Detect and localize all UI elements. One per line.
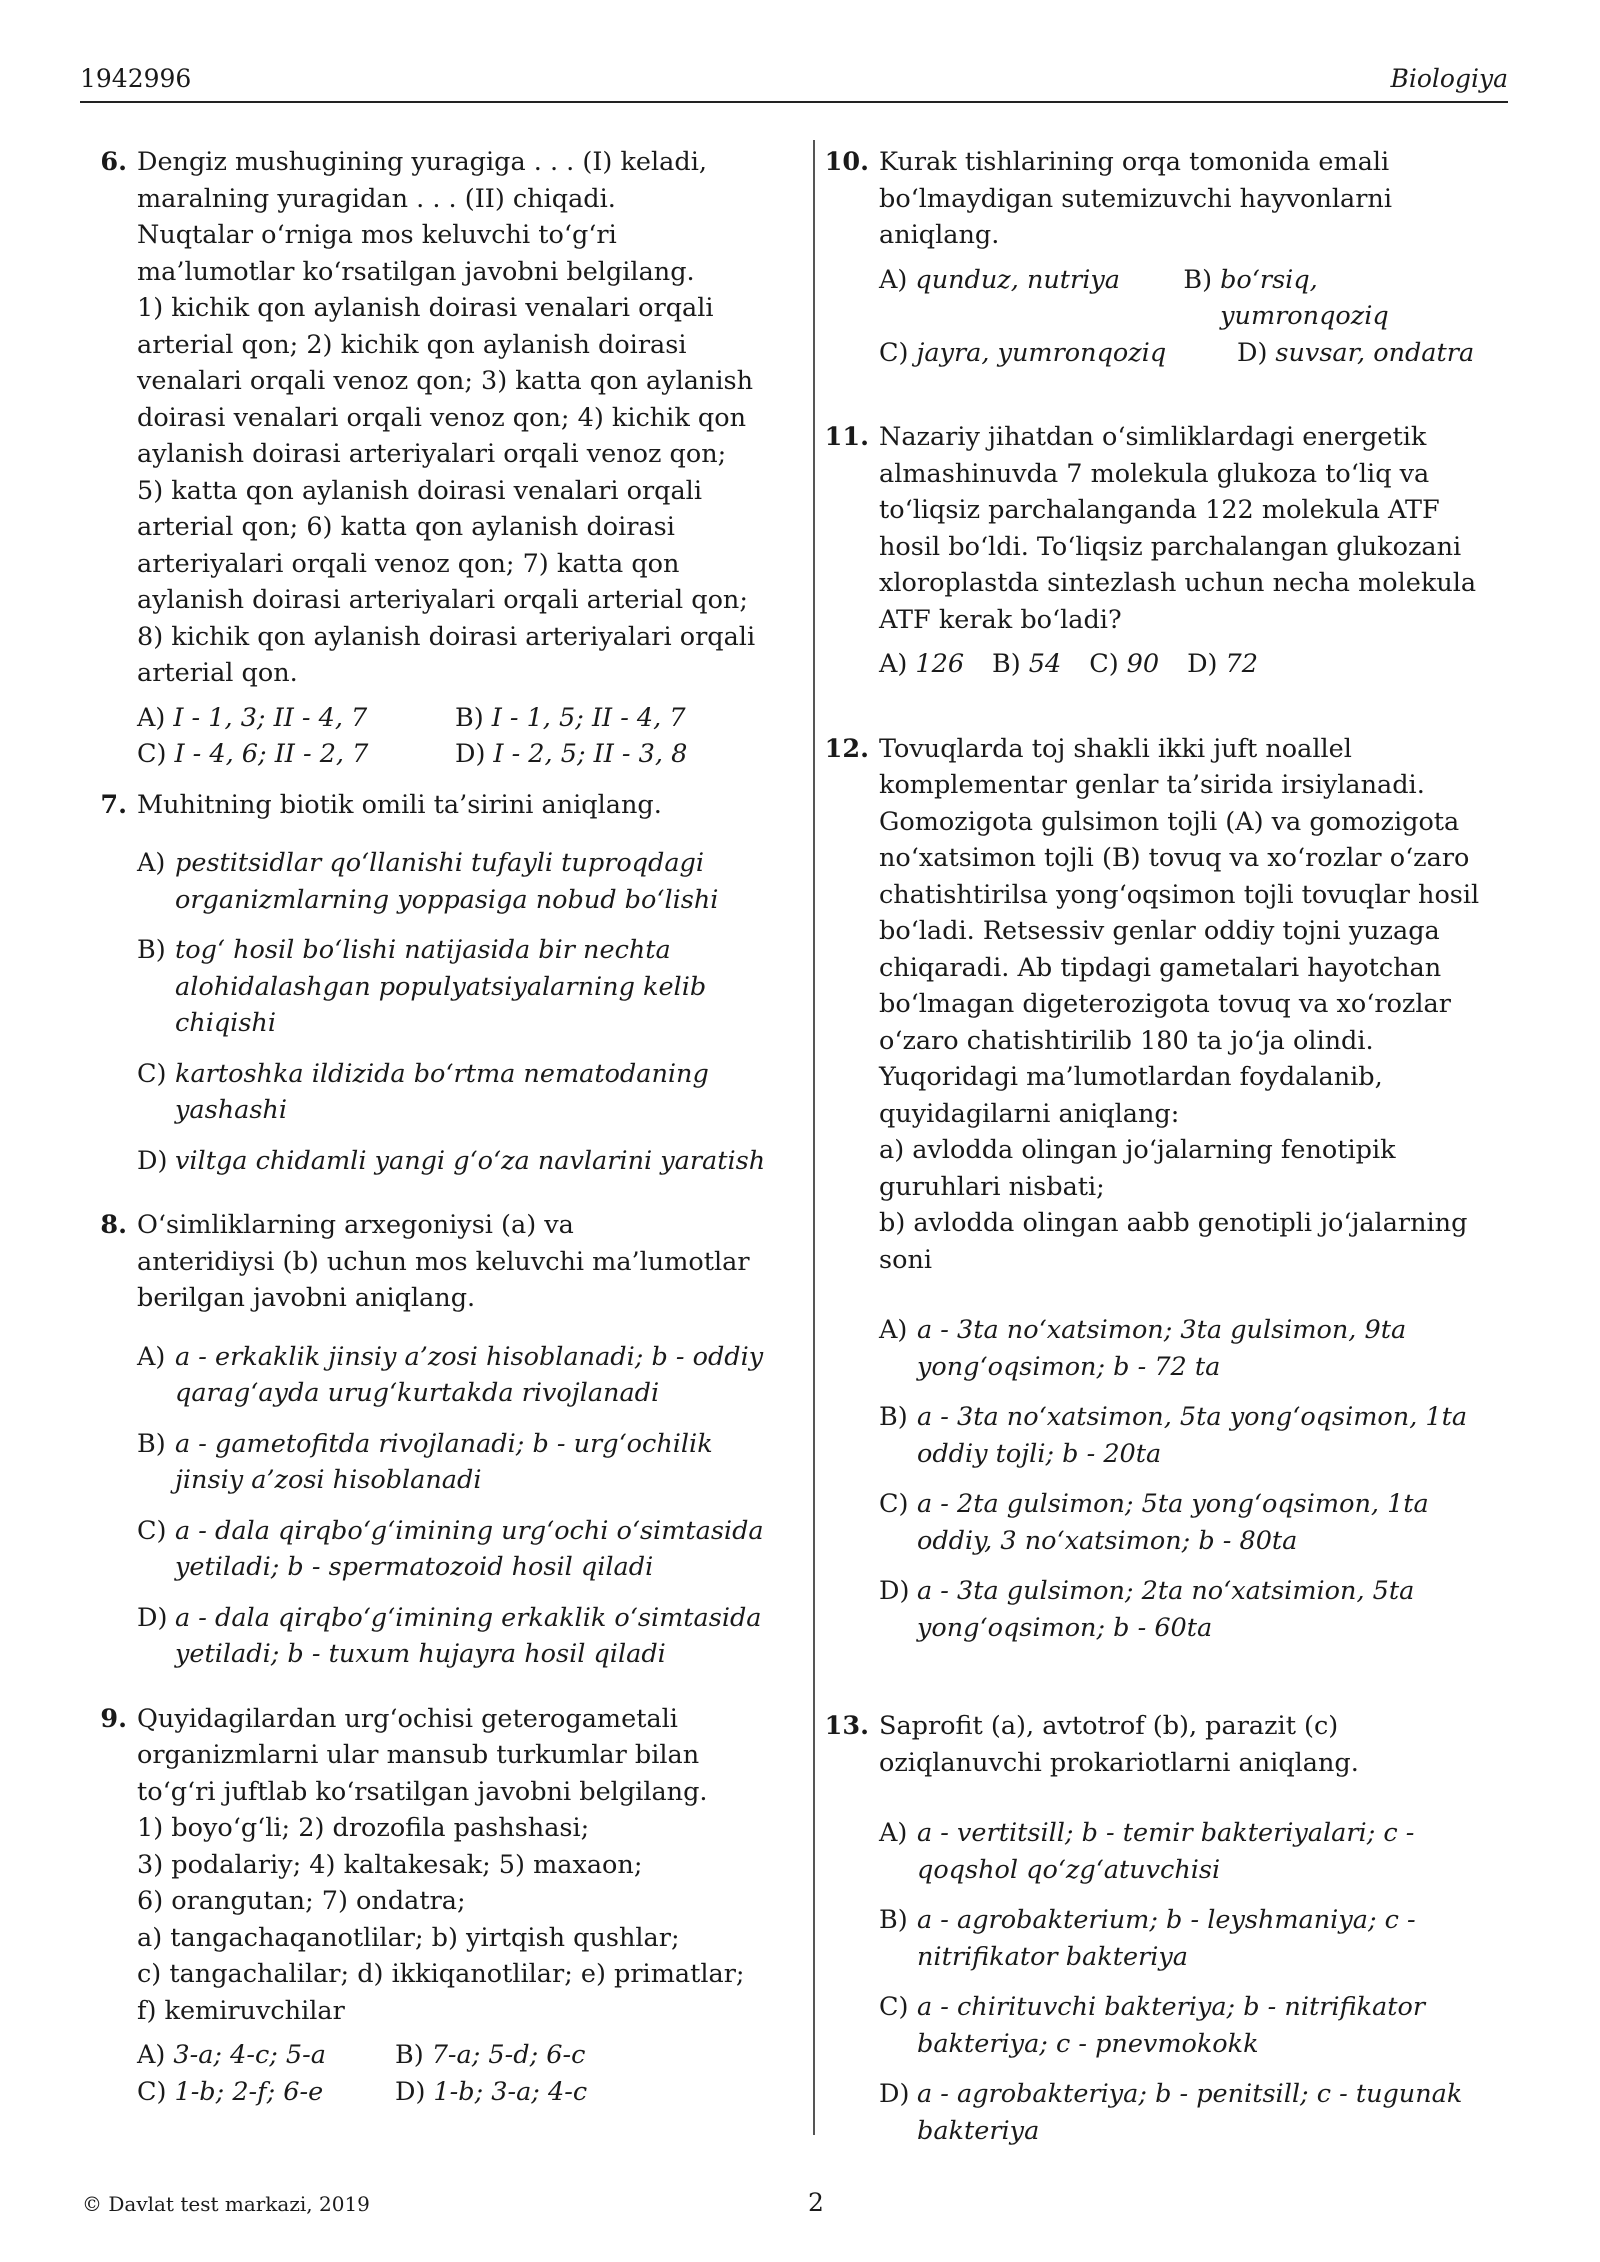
left-column: [80, 144, 780, 2124]
option-a[interactable]: [137, 2037, 367, 2074]
question-number: 9.: [100, 1703, 127, 1734]
option-letter: D): [879, 2079, 910, 2109]
option-text: a - vertitsill; b - temir bakteriyalari; c - qoqshol qo‘zg‘atuvchisi: [917, 1818, 1415, 1885]
text-line: almashinuvda 7 molekula glukoza to‘liq va: [879, 458, 1430, 489]
page-footer: [82, 2188, 1510, 2217]
option-b[interactable]: [992, 646, 1061, 683]
option-a[interactable]: [879, 1815, 1512, 1888]
text-line: Gomozigota gulsimon tojli (A) va gomozigota: [879, 806, 1460, 837]
option-d[interactable]: [455, 736, 687, 773]
question-body: [879, 144, 1512, 371]
text-line: b) avlodda olingan aabb genotipli jo‘jalarning: [879, 1208, 1468, 1238]
text-line: oziqlanuvchi prokariotlarni aniqlang.: [879, 1747, 1359, 1778]
option-b[interactable]: [137, 1426, 780, 1499]
text-line: c) tangachalilar; d) ikkiqanotlilar; e) primatlar;: [137, 1959, 745, 1989]
option-text: pestitsidlar qo‘llanishi tufayli tuproqdagi organizmlarning yoppasiga nobud bo‘lishi: [175, 848, 719, 915]
option-text: 72: [1225, 649, 1258, 679]
text-line: maralning yuragidan . . . (II) chiqadi.: [137, 183, 616, 214]
text-line: arterial qon.: [137, 658, 298, 688]
option-b[interactable]: [1183, 262, 1484, 335]
question-text: Muhitning biotik omili ta’sirini aniqlang.: [137, 789, 662, 820]
question-13: [822, 1708, 1512, 2163]
text-line: arterial qon; 6) katta qon aylanish doirasi: [137, 512, 675, 542]
question-body: [137, 787, 780, 1194]
option-text: I - 2, 5; II - 3, 8: [493, 739, 688, 769]
text-line: 3) podalariy; 4) kaltakesak; 5) maxaon;: [137, 1849, 643, 1880]
option-text: viltga chidamli yangi g‘o‘za navlarini yaratish: [175, 1145, 766, 1176]
text-line: Quyidagilardan urg‘ochisi geterogametali: [137, 1703, 678, 1734]
question-8: [80, 1207, 780, 1687]
option-c[interactable]: [879, 335, 1209, 372]
option-letter: C): [137, 2076, 167, 2107]
option-c[interactable]: [137, 2074, 367, 2111]
text-line: venalari orqali venoz qon; 3) katta qon aylanish: [137, 366, 754, 396]
text-line: aylanish doirasi arteriyalari orqali venoz qon;: [137, 439, 727, 469]
answer-options: [137, 845, 780, 1179]
option-letter: D): [879, 1576, 910, 1606]
question-6: [80, 144, 780, 773]
question-text: [137, 1701, 780, 2030]
option-letter: C): [879, 1992, 909, 2022]
text-line: chiqaradi. Ab tipdagi gametalari hayotchan: [879, 952, 1442, 983]
question-text: [137, 144, 780, 692]
option-text: 1-b; 2-f; 6-e: [174, 2076, 324, 2107]
question-text: [879, 144, 1512, 254]
text-line: 6) orangutan; 7) ondatra;: [137, 1886, 466, 1916]
option-c[interactable]: [137, 736, 427, 773]
option-letter: A): [137, 848, 166, 878]
text-line: chatishtirilsa yong‘oqsimon tojli tovuqlar hosil: [879, 879, 1480, 910]
option-d[interactable]: [1237, 335, 1474, 372]
text-line: o‘zaro chatishtirilib 180 ta jo‘ja olindi.: [879, 1025, 1374, 1056]
option-text: a - gametofitda rivojlanadi; b - urg‘ochilik jinsiy a’zosi hisoblanadi: [175, 1428, 713, 1495]
question-12: [822, 731, 1512, 1661]
option-letter: B): [879, 1402, 908, 1432]
question-body: [879, 1708, 1512, 2163]
text-line: to‘g‘ri juftlab ko‘rsatilgan javobni belgilang.: [137, 1776, 708, 1807]
text-line: O‘simliklarning arxegoniysi (a) va: [137, 1210, 574, 1240]
text-line: Yuqoridagi ma’lumotlardan foydalanib,: [879, 1062, 1383, 1092]
option-letter: C): [879, 337, 909, 368]
question-number: 6.: [100, 147, 127, 177]
option-letter: A): [879, 649, 908, 679]
option-letter: B): [137, 935, 166, 965]
answer-options: [137, 2037, 780, 2110]
answer-options: [879, 1815, 1512, 2149]
question-number: 11.: [824, 422, 869, 452]
option-d[interactable]: [137, 1600, 780, 1673]
option-text: suvsar, ondatra: [1275, 337, 1475, 368]
option-text: I - 1, 3; II - 4, 7: [173, 702, 368, 733]
option-c[interactable]: [137, 1513, 780, 1586]
option-letter: D): [137, 1145, 168, 1176]
question-text: [879, 1708, 1512, 1781]
text-line: quyidagilarni aniqlang:: [879, 1098, 1180, 1129]
text-line: 1) kichik qon aylanish doirasi venalari orqali: [137, 293, 714, 323]
question-number: 12.: [824, 733, 869, 764]
option-text: bo‘rsiq, yumronqoziq: [1220, 264, 1389, 331]
option-letter: B): [992, 649, 1021, 679]
text-line: komplementar genlar ta’sirida irsiylanadi.: [879, 770, 1425, 800]
text-line: 1) boyo‘g‘li; 2) drozofila pashshasi;: [137, 1813, 590, 1843]
text-line: 8) kichik qon aylanish doirasi arteriyalari orqali: [137, 621, 756, 652]
option-letter: B): [879, 1905, 908, 1935]
document-id: 1942996: [80, 64, 192, 93]
header-rule: [80, 101, 1508, 103]
text-line: aylanish doirasi arteriyalari orqali arterial qon;: [137, 585, 748, 615]
answer-options: [879, 262, 1512, 372]
option-letter: C): [879, 1489, 909, 1519]
question-body: [137, 144, 780, 773]
text-line: a) avlodda olingan jo‘jalarning fenotipik: [879, 1135, 1396, 1165]
text-line: doirasi venalari orqali venoz qon; 4) kichik qon: [137, 402, 746, 433]
text-line: soni: [879, 1244, 933, 1275]
option-text: jayra, yumronqoziq: [916, 337, 1167, 368]
option-b[interactable]: [455, 700, 686, 737]
text-line: berilgan javobni aniqlang.: [137, 1283, 476, 1313]
option-b[interactable]: [879, 1902, 1512, 1975]
text-line: aniqlang.: [879, 220, 1000, 250]
question-7: [80, 787, 780, 1194]
option-c[interactable]: [879, 1486, 1512, 1559]
option-c[interactable]: [879, 1989, 1512, 2062]
option-text: a - erkaklik jinsiy a’zosi hisoblanadi; b - oddiy qarag‘ayda urug‘kurtakda rivojlanadi: [175, 1341, 764, 1408]
question-body: [879, 419, 1512, 683]
text-line: Tovuqlarda toj shakli ikki juft noallel: [879, 733, 1352, 764]
text-line: bo‘ladi. Retsessiv genlar oddiy tojni yuzaga: [879, 916, 1440, 946]
question-text: [137, 1207, 780, 1317]
question-number: 13.: [824, 1711, 869, 1741]
option-text: I - 4, 6; II - 2, 7: [174, 739, 369, 769]
option-letter: C): [137, 1058, 167, 1089]
text-line: hosil bo‘ldi. To‘liqsiz parchalangan glukozani: [879, 531, 1462, 562]
answer-options: [137, 700, 780, 773]
text-line: Dengiz mushugining yuragiga . . . (I) keladi,: [137, 147, 707, 177]
option-b[interactable]: [395, 2037, 585, 2074]
option-letter: C): [137, 1515, 167, 1546]
option-text: 1-b; 3-a; 4-c: [433, 2076, 588, 2107]
text-line: Nuqtalar o‘rniga mos keluvchi to‘g‘ri: [137, 220, 617, 250]
option-d[interactable]: [879, 2076, 1512, 2149]
option-text: 54: [1028, 649, 1062, 679]
option-d[interactable]: [1187, 646, 1258, 683]
question-body: [879, 731, 1512, 1661]
question-body: [137, 1207, 780, 1687]
option-letter: C): [1089, 649, 1119, 679]
option-a[interactable]: [137, 845, 780, 918]
text-line: bo‘lmagan digeterozigota tovuq va xo‘rozlar: [879, 989, 1451, 1019]
option-text: tog‘ hosil bo‘lishi natijasida bir nechta alohidalashgan populyatsiyalarning kelib chiqishi: [175, 935, 707, 1038]
text-line: organizmlarni ular mansub turkumlar bilan: [137, 1740, 700, 1770]
option-d[interactable]: [137, 1143, 780, 1180]
option-text: a - agrobakterium; b - leyshmaniya; c - nitrifikator bakteriya: [917, 1905, 1416, 1972]
copyright-text: © Davlat test markazi, 2019: [82, 2192, 370, 2216]
option-c[interactable]: [137, 1056, 780, 1129]
question-number: 8.: [100, 1210, 127, 1240]
text-line: guruhlari nisbati;: [879, 1171, 1105, 1202]
question-number: 7.: [100, 789, 127, 820]
option-b[interactable]: [137, 932, 780, 1042]
option-text: qunduz, nutriya: [915, 264, 1120, 295]
option-text: a - agrobakteriya; b - penitsill; c - tugunak bakteriya: [917, 2079, 1463, 2146]
text-line: arterial qon; 2) kichik qon aylanish doirasi: [137, 329, 687, 360]
text-line: Kurak tishlarining orqa tomonida emali: [879, 147, 1390, 177]
text-line: f) kemiruvchilar: [137, 1995, 345, 2026]
text-line: 5) katta qon aylanish doirasi venalari orqali: [137, 475, 702, 506]
text-line: no‘xatsimon tojli (B) tovuq va xo‘rozlar o‘zaro: [879, 843, 1470, 873]
right-column: [822, 144, 1512, 2177]
option-letter: D): [1187, 649, 1218, 679]
option-letter: D): [455, 739, 486, 769]
option-letter: A): [879, 1818, 908, 1848]
text-line: anteridiysi (b) uchun mos keluvchi ma’lumotlar: [137, 1246, 750, 1277]
question-10: [822, 144, 1512, 371]
option-text: a - chirituvchi bakteriya; b - nitrifikator bakteriya; c - pnevmokokk: [917, 1992, 1426, 2059]
option-a[interactable]: [137, 1339, 780, 1412]
text-line: xloroplastda sintezlash uchun necha molekula: [879, 568, 1477, 598]
option-text: 7-a; 5-d; 6-c: [431, 2040, 586, 2070]
option-letter: D): [1237, 337, 1268, 368]
option-letter: A): [879, 1315, 908, 1345]
option-c[interactable]: [1089, 646, 1159, 683]
option-text: a - 3ta no‘xatsimon; 3ta gulsimon, 9ta yong‘oqsimon; b - 72 ta: [917, 1315, 1407, 1382]
question-body: [137, 1701, 780, 2111]
option-letter: A): [137, 702, 166, 733]
option-a[interactable]: [879, 262, 1155, 335]
option-text: 3-a; 4-c; 5-a: [173, 2040, 326, 2070]
page-header: [80, 64, 1508, 93]
question-text: [879, 419, 1512, 638]
text-line: Saprofit (a), avtotrof (b), parazit (c): [879, 1711, 1339, 1741]
option-d[interactable]: [395, 2074, 587, 2111]
option-text: a - dala qirqbo‘g‘imining erkaklik o‘simtasida yetiladi; b - tuxum hujayra hosil qiladi: [175, 1602, 762, 1669]
question-9: [80, 1701, 780, 2111]
option-letter: A): [879, 264, 908, 295]
option-letter: B): [395, 2040, 424, 2070]
option-text: 126: [915, 649, 965, 679]
option-letter: A): [137, 2040, 166, 2070]
text-line: to‘liqsiz parchalanganda 122 molekula ATF: [879, 495, 1440, 525]
option-a[interactable]: [879, 1312, 1512, 1385]
option-text: kartoshka ildizida bo‘rtma nematodaning yashashi: [175, 1058, 709, 1125]
option-text: a - dala qirqbo‘g‘imining urg‘ochi o‘simtasida yetiladi; b - spermatozoid hosil qiladi: [175, 1515, 764, 1582]
answer-options: [879, 646, 1512, 683]
option-text: a - 3ta gulsimon; 2ta no‘xatsimion, 5ta yong‘oqsimon; b - 60ta: [917, 1576, 1415, 1643]
text-line: ma’lumotlar ko‘rsatilgan javobni belgilang.: [137, 256, 695, 287]
option-a[interactable]: [879, 646, 964, 683]
option-a[interactable]: [137, 700, 427, 737]
question-number: 10.: [824, 147, 869, 177]
option-letter: C): [137, 739, 167, 769]
option-letter: B): [455, 702, 484, 733]
option-text: 90: [1126, 649, 1160, 679]
option-letter: B): [1183, 264, 1213, 295]
text-line: arteriyalari orqali venoz qon; 7) katta qon: [137, 548, 680, 579]
text-line: ATF kerak bo‘ladi?: [879, 604, 1122, 635]
option-letter: D): [395, 2076, 426, 2107]
column-divider: [813, 140, 815, 2135]
question-11: [822, 419, 1512, 683]
option-letter: D): [137, 1602, 168, 1633]
option-letter: A): [137, 1341, 166, 1372]
option-text: a - 2ta gulsimon; 5ta yong‘oqsimon, 1ta oddiy, 3 no‘xatsimon; b - 80ta: [917, 1489, 1429, 1556]
page-number: 2: [808, 2188, 824, 2217]
text-line: Nazariy jihatdan o‘simliklardagi energetik: [879, 422, 1427, 452]
text-line: bo‘lmaydigan sutemizuvchi hayvonlarni: [879, 183, 1393, 214]
answer-options: [137, 1339, 780, 1673]
option-text: I - 1, 5; II - 4, 7: [491, 702, 686, 733]
option-text: a - 3ta no‘xatsimon, 5ta yong‘oqsimon, 1ta oddiy tojli; b - 20ta: [917, 1402, 1468, 1469]
subject-title: Biologiya: [1390, 64, 1508, 93]
text-line: a) tangachaqanotlilar; b) yirtqish qushlar;: [137, 1922, 680, 1953]
question-text: [879, 731, 1512, 1279]
option-letter: B): [137, 1428, 166, 1459]
option-b[interactable]: [879, 1399, 1512, 1472]
option-d[interactable]: [879, 1573, 1512, 1646]
answer-options: [879, 1312, 1512, 1646]
